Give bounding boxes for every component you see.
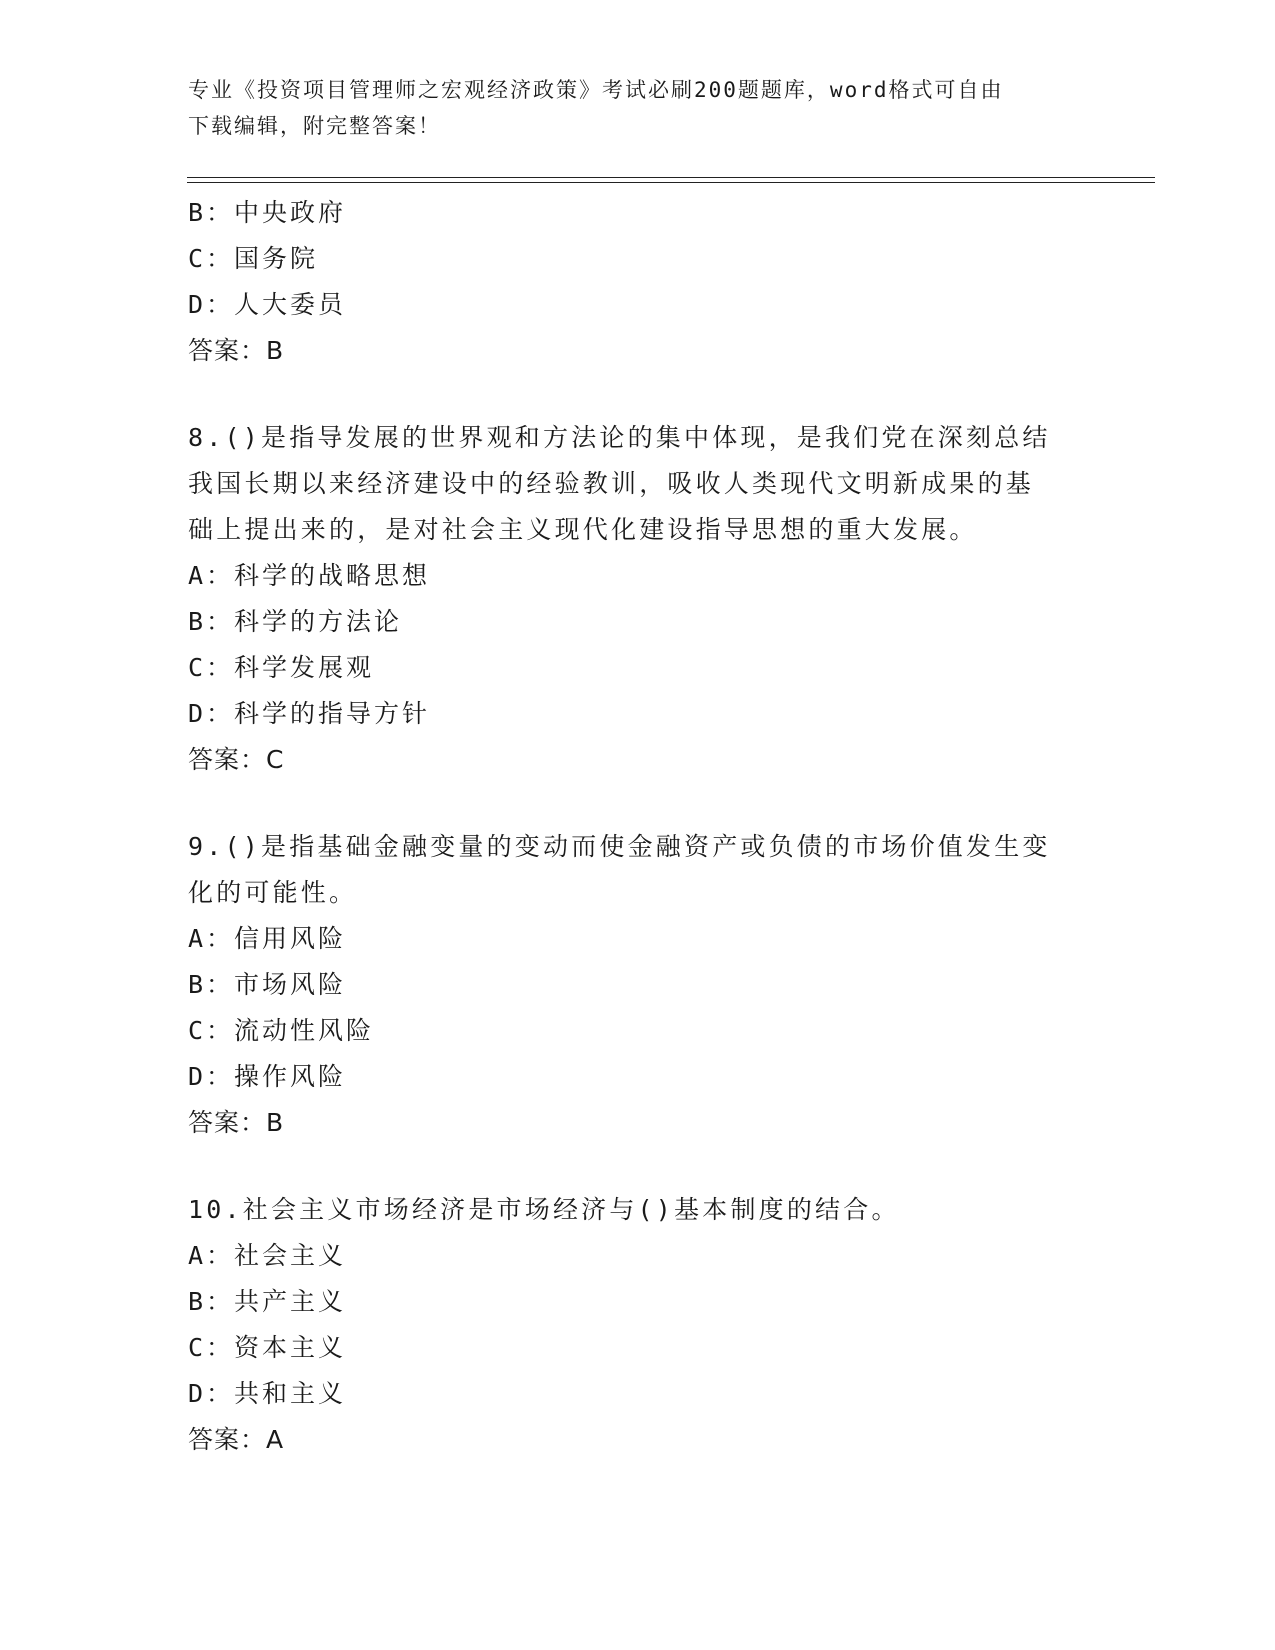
header-line-2: 下载编辑，附完整答案！ [188,114,441,138]
answer-line: 答案：A [188,1425,285,1454]
option-c: C：国务院 [188,244,319,273]
answer-line: 答案：B [188,1108,285,1137]
option-b: B：共产主义 [188,1287,347,1316]
document-header [188,72,1068,144]
option-d: D：人大委员 [188,290,347,319]
header-divider-top [187,177,1155,178]
option-a: A：信用风险 [188,924,347,953]
question-9 [188,824,1068,1146]
option-d: D：科学的指导方针 [188,699,431,728]
option-c: C：流动性风险 [188,1016,375,1045]
option-c: C：科学发展观 [188,653,375,682]
question-stem-line: 础上提出来的，是对社会主义现代化建设指导思想的重大发展。 [188,515,978,544]
option-b: B：科学的方法论 [188,607,403,636]
header-line-1: 专业《投资项目管理师之宏观经济政策》考试必刷200题题库，word格式可自由 [188,78,1004,102]
option-a: A：科学的战略思想 [188,561,431,590]
question-stem-line: 我国长期以来经济建设中的经验教训，吸收人类现代文明新成果的基 [188,469,1035,498]
header-divider-bottom [187,182,1155,183]
question-10 [188,1187,1068,1463]
question-stem-line: 9.()是指基础金融变量的变动而使金融资产或负债的市场价值发生变 [188,832,1051,861]
question-8 [188,415,1068,783]
option-d: D：共和主义 [188,1379,347,1408]
answer-line: 答案：C [188,745,285,774]
option-d: D：操作风险 [188,1062,347,1091]
question-stem-line: 8.()是指导发展的世界观和方法论的集中体现，是我们党在深刻总结 [188,423,1051,452]
question-stem-line: 化的可能性。 [188,878,358,907]
question-list [188,190,1068,1463]
option-a: A：社会主义 [188,1241,347,1270]
option-b: B：中央政府 [188,198,347,227]
question-stem-line: 10.社会主义市场经济是市场经济与()基本制度的结合。 [188,1195,900,1224]
question-7-continued [188,190,1068,374]
option-c: C：资本主义 [188,1333,347,1362]
answer-line: 答案：B [188,336,285,365]
option-b: B：市场风险 [188,970,347,999]
